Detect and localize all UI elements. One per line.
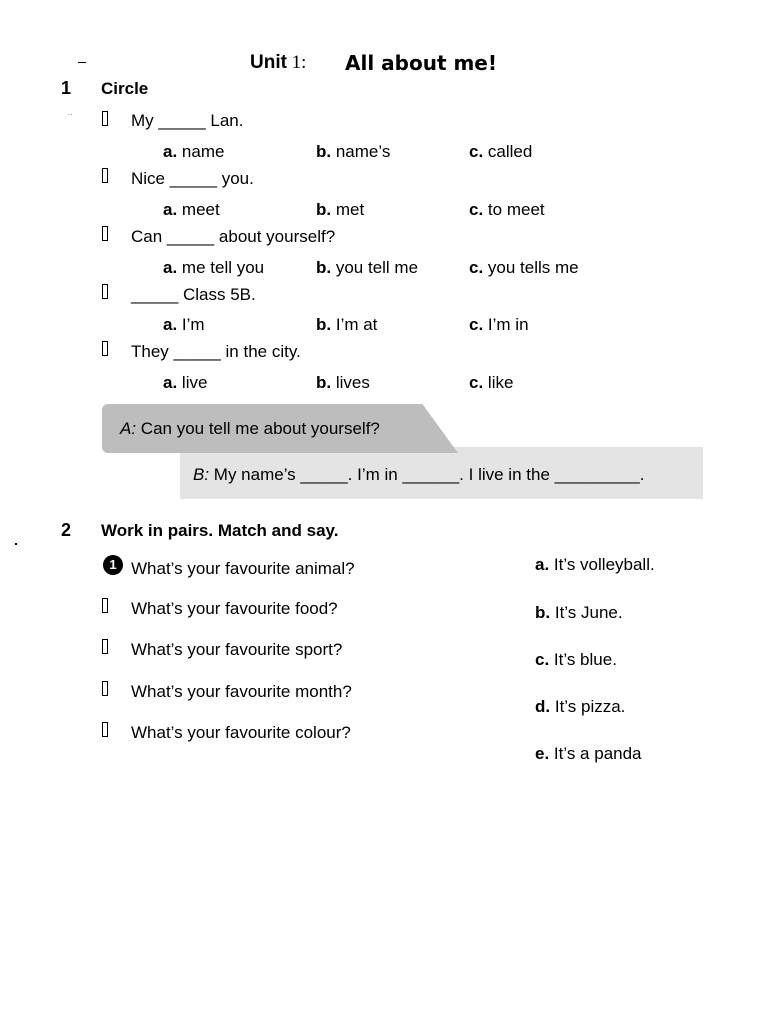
match-question: What’s your favourite colour? bbox=[131, 723, 351, 742]
item-number-box bbox=[102, 598, 108, 613]
option-b[interactable]: b. name’s bbox=[316, 142, 391, 161]
option-a[interactable]: a. me tell you bbox=[163, 258, 265, 277]
option-b[interactable]: b. lives bbox=[316, 373, 370, 392]
question-sentence: Can _____ about yourself? bbox=[131, 227, 336, 246]
speaker-b: B: bbox=[193, 465, 210, 484]
example-number-badge: 1 bbox=[103, 555, 123, 575]
item-number-box bbox=[102, 681, 108, 696]
unit-word: Unit bbox=[250, 52, 287, 73]
match-answer[interactable]: b. It’s June. bbox=[535, 603, 623, 622]
question-sentence: They _____ in the city. bbox=[131, 342, 301, 361]
section-2-title: Work in pairs. Match and say. bbox=[101, 521, 339, 540]
match-question: What’s your favourite month? bbox=[131, 682, 352, 701]
match-answer[interactable]: e. It’s a panda bbox=[535, 744, 642, 763]
section-2-number: 2 bbox=[61, 520, 72, 540]
option-c[interactable]: c. called bbox=[469, 142, 533, 161]
question-sentence: _____ Class 5B. bbox=[131, 285, 256, 304]
dialogue-line-b: B: My name’s _____. I’m in ______. I live in the _________. bbox=[193, 465, 645, 484]
unit-title: All about me! bbox=[345, 51, 497, 75]
stray-mark: ˙˙ bbox=[68, 113, 74, 122]
page-title bbox=[250, 52, 306, 74]
match-question: What’s your favourite food? bbox=[131, 599, 338, 618]
unit-number: 1: bbox=[291, 52, 307, 73]
item-number-box bbox=[102, 722, 108, 737]
speaker-a: A: bbox=[120, 419, 137, 438]
option-a[interactable]: a. name bbox=[163, 142, 225, 161]
option-c[interactable]: c. I’m in bbox=[469, 315, 529, 334]
item-number-box bbox=[102, 168, 108, 183]
option-b[interactable]: b. I’m at bbox=[316, 315, 378, 334]
option-b[interactable]: b. met bbox=[316, 200, 365, 219]
question-sentence: Nice _____ you. bbox=[131, 169, 254, 188]
option-a[interactable]: a. live bbox=[163, 373, 208, 392]
match-question: What’s your favourite animal? bbox=[131, 559, 355, 578]
option-c[interactable]: c. to meet bbox=[469, 200, 545, 219]
match-answer[interactable]: a. It’s volleyball. bbox=[535, 555, 655, 574]
option-a[interactable]: a. meet bbox=[163, 200, 220, 219]
option-c[interactable]: c. like bbox=[469, 373, 514, 392]
section-1-number: 1 bbox=[61, 78, 72, 98]
item-number-box bbox=[102, 226, 108, 241]
question-sentence: My _____ Lan. bbox=[131, 111, 244, 130]
stray-mark bbox=[78, 62, 86, 63]
option-b[interactable]: b. you tell me bbox=[316, 258, 419, 277]
dialogue-line-a: A: Can you tell me about yourself? bbox=[120, 419, 380, 438]
match-question: What’s your favourite sport? bbox=[131, 640, 343, 659]
section-1-title: Circle bbox=[101, 79, 149, 98]
match-answer[interactable]: d. It’s pizza. bbox=[535, 697, 626, 716]
item-number-box bbox=[102, 111, 108, 126]
match-answer[interactable]: c. It’s blue. bbox=[535, 650, 617, 669]
item-number-box bbox=[102, 639, 108, 654]
item-number-box bbox=[102, 341, 108, 356]
stray-mark bbox=[15, 543, 17, 545]
option-a[interactable]: a. I’m bbox=[163, 315, 205, 334]
item-number-box bbox=[102, 284, 108, 299]
option-c[interactable]: c. you tells me bbox=[469, 258, 579, 277]
